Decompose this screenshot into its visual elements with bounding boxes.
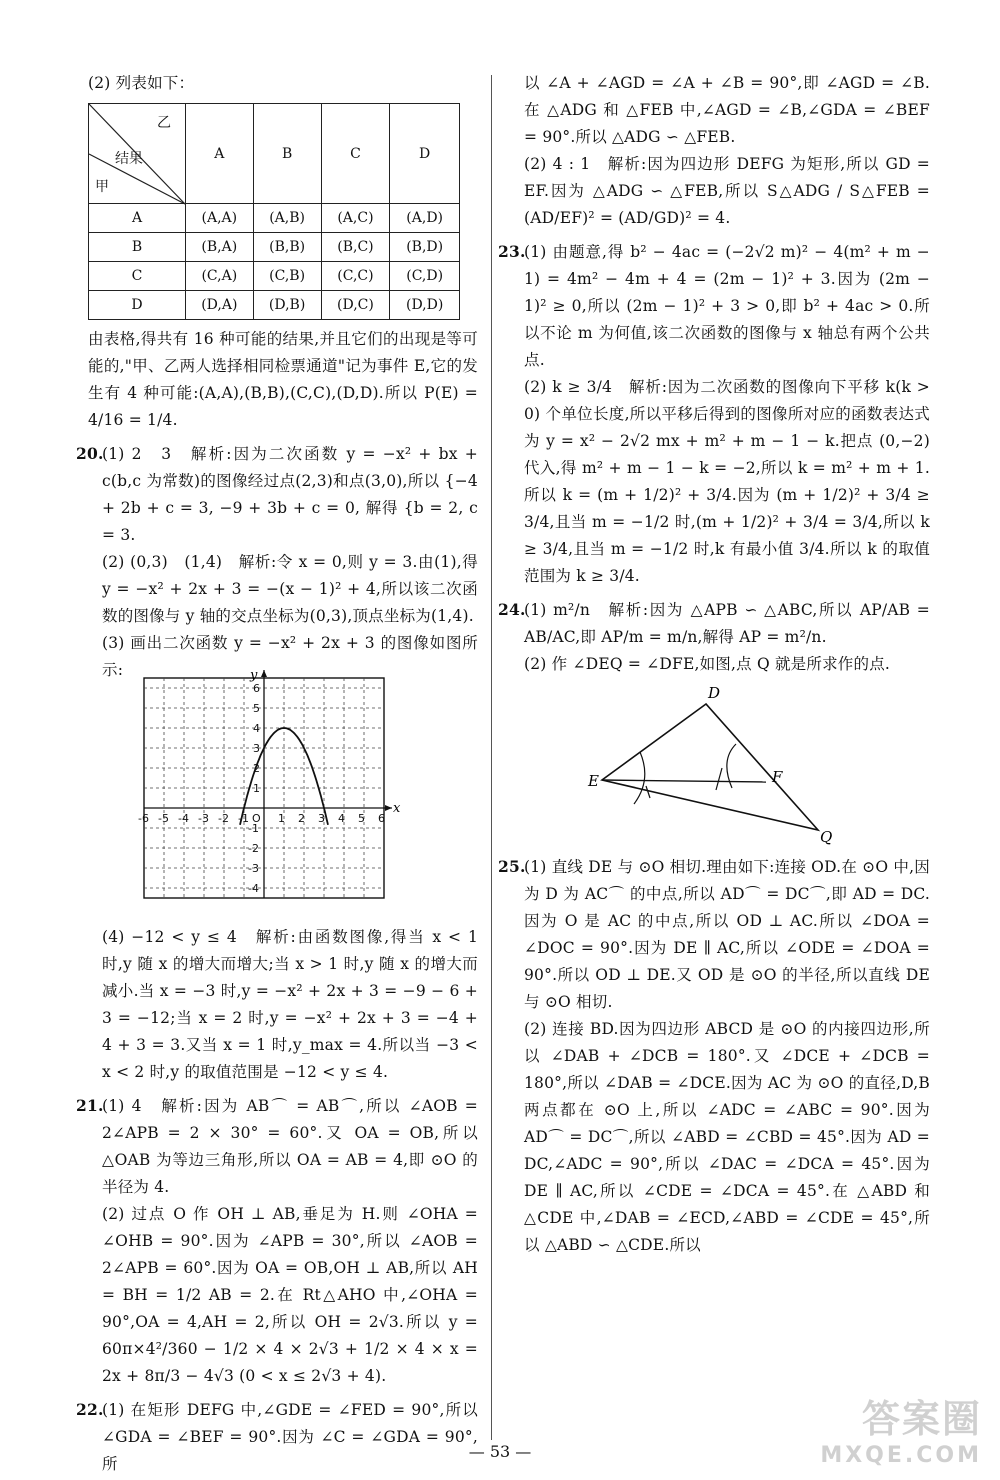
q20-part1-text: (1) 2 3 解析:因为二次函数 y = −x² + bx + c(b,c 为常数)的图像经过点(2,3)和点(3,0),所以 {−4 + 2b + c = 3, −9 + 3b + c = 0, 解得 {b = 2, c = 3. [102,445,478,544]
y-tick-label: 6 [253,682,260,695]
q23-part1-text: (1) 由题意,得 b² − 4ac = (−2√2 m)² − 4(m² + m − 1) = 4m² − 4m + 4 = (2m − 1)² + 3.因为 (2m − 1)² ≥ 0,所以 (2m − 1)² + 3 > 0,即 b² + 4ac > 0.所以不论 m 为何值,该二次函数的图像与 x 轴总有两个公共点. [524,243,930,369]
table-cell: (D,B) [253,291,321,320]
table-row [89,291,460,320]
q20-part2: (2) (0,3) (1,4) 解析:令 x = 0,则 y = 3.由(1),得 y = −x² + 2x + 3 = −(x − 1)² + 4,所以该二次函数的图像与 y 轴的交点坐标为(0,3),顶点坐标为(1,4). [102,553,478,625]
y-tick-label: -3 [248,862,259,875]
watermark-logo-text: 答案圈 [861,1397,982,1441]
table-cell: (C,C) [321,262,390,291]
q25-part2: (2) 连接 BD.因为四边形 ABCD 是 ⊙O 的内接四边形,所以 ∠DAB + ∠DCB = 180°.又 ∠DCE + ∠DCB = 180°,所以 ∠DAB = ∠DCE.因为 AC 为 ⊙O 的直径,D,B 两点都在 ⊙O 上,所以 ∠ADC = ∠ABC = 90°.因为 AD⌒ = DC⌒,所以 ∠ABD = ∠CBD = 45°.因为 AD = DC,∠ADC = 90°,所以 ∠DAC = ∠DCA = 45°.因为 DE ∥ AC,所以 ∠CDE = ∠DCA = 45°.在 △ABD 和 △CDE 中,∠DAB = ∠ECD,∠ABD = ∠CDE = 45°,所以 △ABD ∽ △CDE.所以 [524,1020,930,1254]
y-tick-label: -4 [248,882,259,895]
q20-part3: (3) 画出二次函数 y = −x² + 2x + 3 的图像如图所示: [102,634,478,679]
tick-mark-f [716,768,722,790]
column-divider [491,75,492,1440]
corner-label-result: 结果 [115,151,143,167]
x-tick-label: -2 [218,812,229,825]
triangle-deq [602,704,818,830]
right-column [498,70,930,1259]
x-tick-label: 2 [298,812,305,825]
x-tick-label: 1 [278,812,285,825]
q20-number: 20. [76,444,104,463]
table-row [89,233,460,262]
point-label-e: E [588,772,599,790]
q24-number: 24. [498,600,526,619]
table-cell: (B,C) [321,233,390,262]
column-header: A [186,104,254,204]
q23-part1 [498,238,930,374]
q25-part1 [498,853,930,1016]
q23-number: 23. [498,242,526,261]
row-header: B [89,233,186,262]
tick-mark-e [646,786,650,798]
table-cell: (B,D) [390,233,460,262]
table-corner-cell [89,104,186,204]
x-tick-label: -4 [178,812,189,825]
q21-part2: (2) 过点 O 作 OH ⊥ AB,垂足为 H.则 ∠OHA = ∠OHB = 90°.因为 ∠APB = 30°,所以 ∠AOB = 2∠APB = 60°.因为 OA = OB,OH ⊥ AB,所以 AH = BH = 1/2 AB = 2.在 Rt△AHO 中,∠OHA = 90°,OA = 4,AH = 2,所以 OH = 2√3.所以 y = 60π×4²/360 − 1/2 × 4 × 2√3 + 1/2 × 4 × x = 2x + 8π/3 − 4√3 (0 < x ≤ 2√3 + 4). [102,1205,478,1385]
table-cell: (A,C) [321,204,390,233]
parabola-graph [138,668,401,918]
watermark-url: MXQE.COM [820,1443,982,1468]
x-tick-label: -5 [158,812,169,825]
x-tick-label: 3 [318,812,325,825]
y-tick-label: 4 [253,722,260,735]
table-cell: (B,A) [186,233,254,262]
table-cell: (A,A) [186,204,254,233]
table-cell: (C,B) [253,262,321,291]
probability-paragraph: 由表格,得共有 16 种可能的结果,并且它们的出现是等可能的,"甲、乙两人选择相同检票通道"记为事件 E,它的发生有 4 种可能:(A,A),(B,B),(C,C),(D,D).所以 P(E) = 4/16 = 1/4. [88,330,478,429]
q24-part1 [498,596,930,651]
arc-at-e [634,752,645,804]
row-header: A [89,204,186,233]
x-tick-label: 4 [338,812,345,825]
table-row [89,262,460,291]
table-cell: (D,C) [321,291,390,320]
table-cell: (D,D) [390,291,460,320]
corner-label-yi: 乙 [157,115,171,131]
y-tick-label: -2 [248,842,259,855]
table-cell: (A,D) [390,204,460,233]
segment-ef [602,780,766,782]
y-tick-label: 2 [253,762,260,775]
row-header: C [89,262,186,291]
y-tick-label: 1 [253,782,260,795]
q23-part2: (2) k ≥ 3/4 解析:因为二次函数的图像向下平移 k(k > 0) 个单位长度,所以平移后得到的图像所对应的函数表达式为 y = x² − 2√2 mx + m² + m − 1 − k.把点 (0,−2) 代入,得 m² + m − 1 − k = −2,所以 k = m² + m + 1.所以 k = (m + 1/2)² + 3/4.因为 (m + 1/2)² + 3/4 ≥ 3/4,且当 m = −1/2 时,(m + 1/2)² + 3/4 = 3/4,所以 k ≥ 3/4,且当 m = −1/2 时,k 有最小值 3/4.所以 k 的取值范围为 k ≥ 3/4. [524,378,930,585]
table-cell: (A,B) [253,204,321,233]
table-cell: (C,D) [390,262,460,291]
x-axis-label: x [393,801,401,816]
q20-part1 [76,440,478,549]
x-axis-arrow [385,805,392,811]
q21-part1-text: (1) 4 解析:因为 AB⌒ = AB⌒,所以 ∠AOB = 2∠APB = 2 × 30° = 60°.又 OA = OB,所以 △OAB 为等边三角形,所以 OA = AB = 4,即 ⊙O 的半径为 4. [102,1097,478,1196]
table-cell: (D,A) [186,291,254,320]
y-tick-label: 3 [253,742,260,755]
table-row [89,204,460,233]
result-table [88,103,460,320]
q24-part2: (2) 作 ∠DEQ = ∠DFE,如图,点 Q 就是所求作的点. [524,655,891,673]
y-tick-label: -1 [248,822,259,835]
point-label-f: F [772,768,783,786]
q22-part2: (2) 4 : 1 解析:因为四边形 DEFG 为矩形,所以 GD = EF.因为 △ADG ∽ △FEB,所以 S△ADG / S△FEB = (AD/EF)² = (AD/GD)² = 4. [524,155,930,227]
q22-part1-text: (1) 在矩形 DEFG 中,∠GDE = ∠FED = 90°,所以 ∠GDA = ∠BEF = 90°.因为 ∠C = ∠GDA = 90°,所 [102,1401,478,1473]
x-tick-label: O [252,812,261,825]
row-header: D [89,291,186,320]
q20-part4: (4) −12 < y ≤ 4 解析:由函数图像,得当 x < 1 时,y 随 x 的增大而增大;当 x > 1 时,y 随 x 的增大而减小.当 x = −3 时,y = −x² + 2x + 3 = −9 − 6 + 3 = −12;当 x = 2 时,y = −x² + 2x + 3 = −4 + 4 + 3 = 3.又当 x = 1 时,y_max = 4.所以当 −3 < x < 2 时,y 的取值范围是 −12 < y ≤ 4. [102,928,478,1081]
x-tick-label: 6 [378,812,385,825]
construction-figure [588,682,838,847]
x-tick-label: 5 [358,812,365,825]
table-cell: (B,B) [253,233,321,262]
q25-number: 25. [498,857,526,876]
q21-part1 [76,1092,478,1201]
table-cell: (C,A) [186,262,254,291]
q22-continuation: 以 ∠A + ∠AGD = ∠A + ∠B = 90°,即 ∠AGD = ∠B.在 △ADG 和 △FEB 中,∠AGD = ∠B,∠GDA = ∠BEF = 90°.所以 △ADG ∽ △FEB. [524,74,930,146]
y-axis-label: y [250,668,258,683]
column-header: D [390,104,460,204]
watermark [820,1388,982,1468]
point-label-d: D [708,684,721,702]
x-tick-label: -1 [238,812,249,825]
q24-part1-text: (1) m²/n 解析:因为 △APB ∽ △ABC,所以 AP/AB = AB/AC,即 AP/m = m/n,解得 AP = m²/n. [524,601,930,646]
point-label-q: Q [820,828,833,846]
column-header: C [321,104,390,204]
left-column [76,70,478,1478]
corner-label-jia: 甲 [95,179,109,195]
q21-number: 21. [76,1096,104,1115]
q22-number: 22. [76,1400,104,1419]
y-tick-label: 5 [253,702,260,715]
q25-part1-text: (1) 直线 DE 与 ⊙O 相切.理由如下:连接 OD.在 ⊙O 中,因为 D 为 AC⌒ 的中点,所以 AD⌒ = DC⌒,即 AD = DC.因为 O 是 AC 的中点,所以 OD ⊥ AC.所以 ∠DOA = ∠DOC = 90°.因为 DE ∥ AC,所以 ∠ODE = ∠DOA = 90°.所以 OD ⊥ DE.又 OD 是 ⊙O 的半径,所以直线 DE 与 ⊙O 相切. [524,858,930,1011]
column-header: B [253,104,321,204]
x-tick-label: -6 [138,812,149,825]
x-tick-label: -3 [198,812,209,825]
page-number: — 53 — [468,1442,532,1461]
q22-part1 [76,1396,478,1478]
table-intro: (2) 列表如下： [88,74,195,92]
